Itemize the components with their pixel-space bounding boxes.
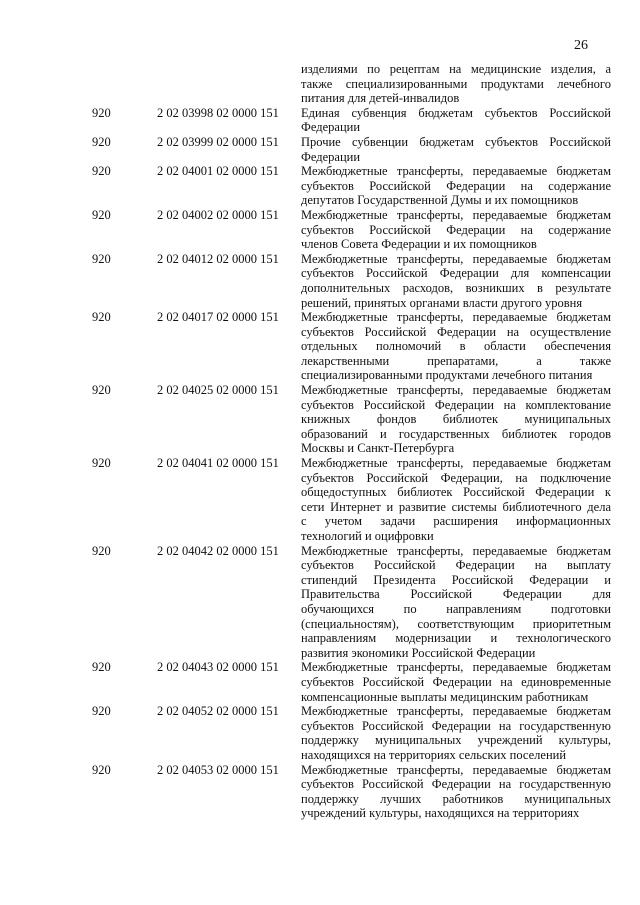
income-description-cell — [301, 135, 611, 164]
description-line: учреждений культуры, находящихся на территориях — [301, 806, 580, 821]
description-line: находящихся на территориях сельских поселений — [301, 747, 567, 762]
description-line: субъектов Российской Федерации для компенсации — [301, 266, 611, 281]
description-line: также специализированными продуктами лечебного — [301, 76, 611, 91]
description-line: Правительства Российской Федерации для — [301, 587, 611, 602]
description-line: питания для детей-инвалидов — [301, 91, 460, 106]
description-line: Прочие субвенции бюджетам субъектов Российской — [301, 134, 611, 149]
admin-code-cell: 920 — [92, 456, 111, 471]
table-row — [0, 456, 640, 544]
budget-classification-code-cell: 2 02 03999 02 0000 151 — [157, 134, 279, 149]
table-row — [0, 208, 640, 252]
admin-code-cell: 920 — [92, 164, 111, 179]
table-row — [0, 106, 640, 135]
table-row — [0, 62, 640, 106]
budget-classification-code-cell: 2 02 04002 02 0000 151 — [157, 207, 279, 222]
description-line: обучающихся по направлениям подготовки — [301, 601, 611, 616]
admin-code-cell: 920 — [92, 762, 111, 777]
description-line: Межбюджетные трансферты, передаваемые бюджетам — [301, 704, 611, 719]
description-line: Москвы и Санкт-Петербурга — [301, 441, 455, 456]
description-line: книжных фондов библиотек муниципальных — [301, 412, 611, 427]
admin-code-cell: 920 — [92, 383, 111, 398]
description-line: поддержку лучших работников муниципальных — [301, 791, 611, 806]
description-line: субъектов Российской Федерации на государственную — [301, 777, 611, 792]
description-line: Межбюджетные трансферты, передаваемые бюджетам — [301, 660, 611, 675]
description-line: лекарственными препаратами, а также — [301, 353, 611, 368]
budget-classification-code-cell: 2 02 04042 02 0000 151 — [157, 543, 279, 558]
description-line: с учетом задачи расширения информационных — [301, 514, 611, 529]
description-line: Единая субвенция бюджетам субъектов Российской — [301, 105, 611, 120]
admin-code-cell: 920 — [92, 251, 111, 266]
admin-code-cell: 920 — [92, 310, 111, 325]
budget-classification-code-cell: 2 02 03998 02 0000 151 — [157, 105, 279, 120]
budget-classification-code-cell: 2 02 04052 02 0000 151 — [157, 704, 279, 719]
description-line: субъектов Российской Федерации на содержание — [301, 178, 611, 193]
table-row — [0, 310, 640, 383]
budget-classification-code-cell: 2 02 04041 02 0000 151 — [157, 456, 279, 471]
table-row — [0, 164, 640, 208]
admin-code-cell: 920 — [92, 105, 111, 120]
description-line: субъектов Российской Федерации на государственную — [301, 718, 611, 733]
budget-classification-code-cell: 2 02 04001 02 0000 151 — [157, 164, 279, 179]
admin-code-cell: 920 — [92, 704, 111, 719]
description-line: общедоступных библиотек Российской Федерации к — [301, 485, 611, 500]
budget-classification-code-cell: 2 02 04017 02 0000 151 — [157, 310, 279, 325]
income-description-cell — [301, 704, 611, 762]
description-line: сети Интернет и развитие системы библиотечного дела — [301, 499, 611, 514]
description-line: Межбюджетные трансферты, передаваемые бюджетам — [301, 251, 611, 266]
description-line: субъектов Российской Федерации на единовременные — [301, 674, 611, 689]
table-row — [0, 252, 640, 310]
description-line: специализированными продуктами лечебного питания — [301, 368, 593, 383]
description-line: Межбюджетные трансферты, передаваемые бюджетам — [301, 310, 611, 325]
budget-classification-code-cell: 2 02 04043 02 0000 151 — [157, 660, 279, 675]
income-description-cell — [301, 660, 611, 704]
income-description-cell — [301, 208, 611, 252]
description-line: Межбюджетные трансферты, передаваемые бюджетам — [301, 383, 611, 398]
description-line: решений, принятых органами власти другого уровня — [301, 295, 583, 310]
admin-code-cell: 920 — [92, 543, 111, 558]
budget-classification-code-cell: 2 02 04025 02 0000 151 — [157, 383, 279, 398]
income-description-cell — [301, 544, 611, 661]
admin-code-cell: 920 — [92, 207, 111, 222]
description-line: отдельных полномочий в области обеспечения — [301, 339, 611, 354]
income-description-cell — [301, 310, 611, 383]
budget-code-table — [0, 62, 640, 821]
income-description-cell — [301, 106, 611, 135]
description-line: стипендий Президента Российской Федерации и — [301, 572, 611, 587]
budget-classification-code-cell: 2 02 04053 02 0000 151 — [157, 762, 279, 777]
description-line: субъектов Российской Федерации на осуществление — [301, 324, 611, 339]
income-description-cell — [301, 62, 611, 106]
description-line: технологий и оцифровки — [301, 529, 434, 543]
description-line: депутатов Государственной Думы и их помощников — [301, 193, 579, 208]
income-description-cell — [301, 252, 611, 310]
page-number: 26 — [574, 38, 588, 53]
income-description-cell — [301, 383, 611, 456]
description-line: поддержку муниципальных учреждений культуры, — [301, 733, 611, 748]
table-row — [0, 763, 640, 821]
description-line: Межбюджетные трансферты, передаваемые бюджетам — [301, 762, 611, 777]
admin-code-cell: 920 — [92, 134, 111, 149]
table-row — [0, 383, 640, 456]
description-line: Межбюджетные трансферты, передаваемые бюджетам — [301, 456, 611, 471]
table-row — [0, 135, 640, 164]
table-row — [0, 544, 640, 661]
description-line: (специальностям), соответствующим приоритетным — [301, 616, 611, 631]
description-line: Межбюджетные трансферты, передаваемые бюджетам — [301, 207, 611, 222]
description-line: субъектов Российской Федерации на комплектование — [301, 397, 611, 412]
description-line: субъектов Российской Федерации на содержание — [301, 222, 611, 237]
description-line: Межбюджетные трансферты, передаваемые бюджетам — [301, 543, 611, 558]
description-line: Федерации — [301, 149, 361, 164]
income-description-cell — [301, 763, 611, 821]
description-line: Межбюджетные трансферты, передаваемые бюджетам — [301, 164, 611, 179]
description-line: дополнительных расходов, возникших в результате — [301, 280, 611, 295]
admin-code-cell: 920 — [92, 660, 111, 675]
description-line: субъектов Российской Федерации на выплату — [301, 558, 611, 573]
description-line: образований и государственных библиотек городов — [301, 426, 611, 441]
description-line: изделиями по рецептам на медицинские изделия, а — [301, 62, 611, 76]
table-row — [0, 704, 640, 762]
description-line: субъектов Российской Федерации, на подключение — [301, 470, 611, 485]
budget-classification-code-cell: 2 02 04012 02 0000 151 — [157, 251, 279, 266]
description-line: членов Совета Федерации и их помощников — [301, 237, 537, 252]
description-line: развития экономики Российской Федерации — [301, 645, 536, 660]
description-line: компенсационные выплаты медицинским работникам — [301, 689, 589, 704]
description-line: Федерации — [301, 120, 361, 135]
table-row — [0, 660, 640, 704]
income-description-cell — [301, 456, 611, 544]
description-line: направлениям модернизации и технологического — [301, 631, 611, 646]
income-description-cell — [301, 164, 611, 208]
